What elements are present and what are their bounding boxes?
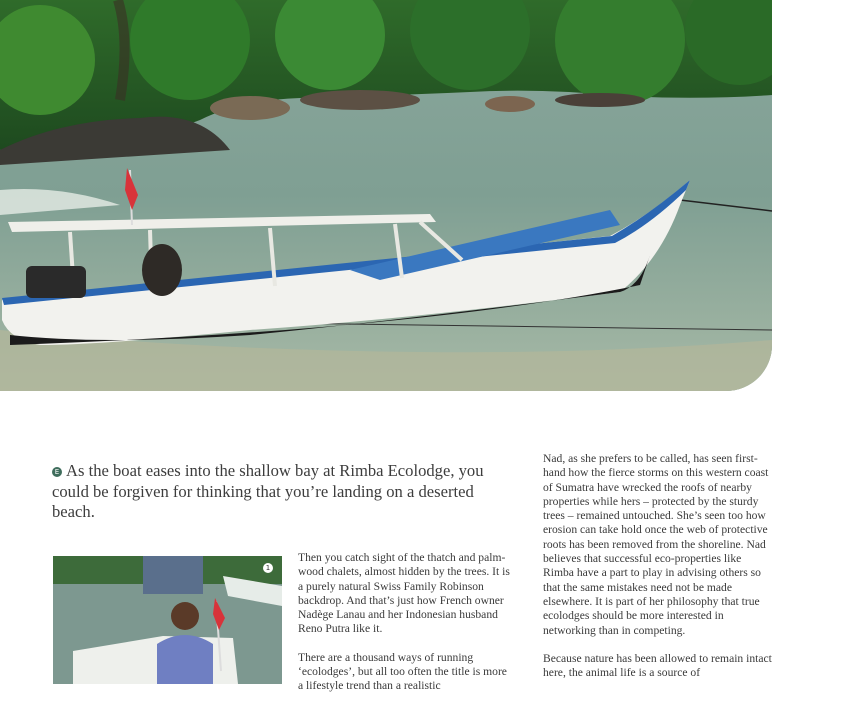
right-column [543,452,775,694]
section-marker-icon: E [52,467,62,477]
middle-paragraph-1: Then you catch sight of the thatch and palm-wood chalets, almost hidden by the trees. It is a purely natural Swiss Family Robinson backdrop. And that’s just how French owner Nadège Lanau and her Indonesian husband Reno Putra like it. [298,551,510,636]
inset-photo [53,556,282,684]
guide-portrait-photo [53,556,282,684]
photo-number-badge: 1 [263,563,273,573]
lead-text: As the boat eases into the shallow bay at Rimba Ecolodge, you could be forgiven for thinking that you’re landing on a deserted beach. [52,461,484,521]
lead-paragraph [52,461,492,523]
right-paragraph-2: Because nature has been allowed to remain intact here, the animal life is a source of [543,651,772,680]
middle-column [298,551,512,708]
middle-paragraph-2: There are a thousand ways of running ‘ecolodges’, but all too often the title is more a lifestyle trend than a realistic [298,650,507,693]
right-paragraph-1: Nad, as she prefers to be called, has seen first-hand how the fierce storms on this western coast of Sumatra have wrecked the roofs of nearby properties while hers – protected by the sturdy trees – remained untouched. She’s seen too how erosion can take hold once the web of protective roots has been removed from the shoreline. Nad believes that successful eco-properties like Rimba have a part to play in advising others so that the same mistakes need not be made elsewhere. It is part of her philosophy that true ecolodges should be more interested in networking than in competing. [543,452,769,637]
